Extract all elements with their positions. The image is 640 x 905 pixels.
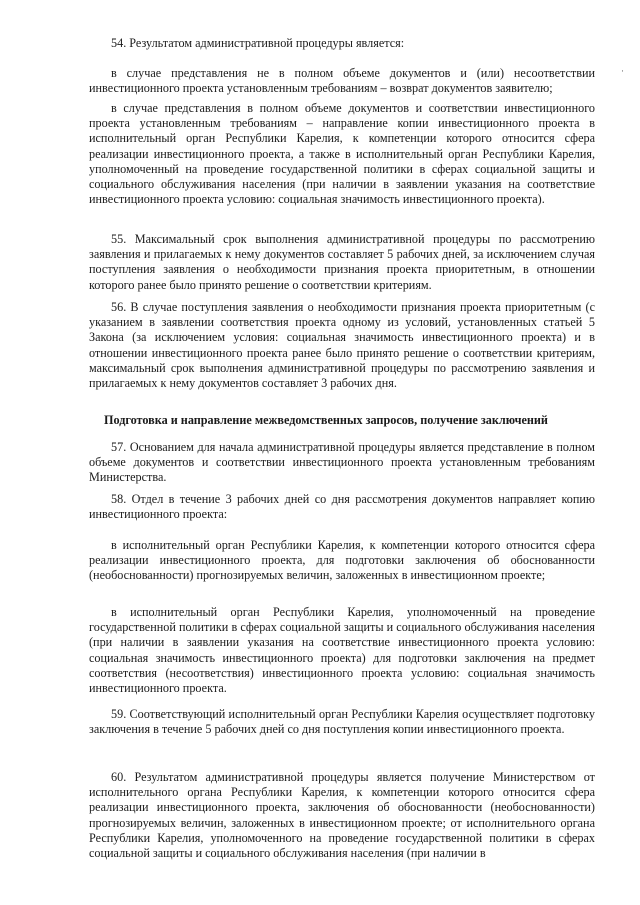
paragraph-57: 57. Основанием для начала административной процедуры является представление в полном объеме документов и соответствии инвестиционного проекта установленным требованиям Министерства. <box>89 440 595 485</box>
paragraph-54-case-incomplete: в случае представления не в полном объеме документов и (или) несоответствии инвестиционного проекта установленным требованиям – возврат документов заявителю; <box>89 66 595 96</box>
paragraph-56: 56. В случае поступления заявления о необходимости признания проекта приоритетным (с указанием в заявлении соответствия проекта одному из условий, установленных статьей 5 Закона (за исключением условия: социальная значимость инвестиционного проекта) и в отношении инвестиционного проекта ранее было принято решение о соответствии критериям, максимальный срок выполнения административной процедуры по рассмотрению заявления и прилагаемых к нему документов составляет 3 рабочих дня. <box>89 300 595 391</box>
paragraph-58: 58. Отдел в течение 3 рабочих дней со дня рассмотрения документов направляет копию инвестиционного проекта: <box>89 492 595 522</box>
paragraph-54: 54. Результатом административной процедуры является: <box>111 36 405 50</box>
paragraph-58-item-2: в исполнительный орган Республики Карелия, уполномоченный на проведение государственной политики в сферах социальной защиты и социального обслуживания населения (при наличии в заявлении указания на соответствие инвестиционного проекта условию: социальная значимость инвестиционного проекта) для подготовки заключения на предмет соответствия (несоответствия) инвестиционного проекта условию: социальная значимость инвестиционного проекта. <box>89 605 595 696</box>
paragraph-54-case-complete: в случае представления в полном объеме документов и соответствии инвестиционного проекта установленным требованиям – направление копии инвестиционного проекта в исполнительный орган Республики Карелия, к компетенции которого относится сфера реализации инвестиционного проекта, а также в исполнительный орган Республики Карелия, уполномоченный на проведение государственной политики в сферах социальной защиты и социального обслуживания населения (при наличии в заявлении указания на соответствие инвестиционного проекта условию: социальная значимость инвестиционного проекта). <box>89 101 595 207</box>
paragraph-58-item-1: в исполнительный орган Республики Карелия, к компетенции которого относится сфера реализации инвестиционного проекта, для подготовки заключения об обоснованности (необоснованности) прогнозируемых величин, заложенных в инвестиционном проекте; <box>89 538 595 583</box>
paragraph-59: 59. Соответствующий исполнительный орган Республики Карелия осуществляет подготовку заключения в течение 5 рабочих дней со дня поступления копии инвестиционного проекта. <box>89 707 595 737</box>
section-heading: Подготовка и направление межведомственных запросов, получение заключений <box>104 413 548 427</box>
paragraph-60: 60. Результатом административной процедуры является получение Министерством от исполнительного органа Республики Карелия, к компетенции которого относится сфера реализации инвестиционного проекта, заключения об обоснованности (необоснованности) прогнозируемых величин, заложенных в инвестиционном проекте; от исполнительного органа Республики Карелия, уполномоченного на проведение государственной политики в сферах социальной защиты и социального обслуживания населения (при наличии в <box>89 770 595 861</box>
paragraph-55: 55. Максимальный срок выполнения административной процедуры по рассмотрению заявления и прилагаемых к нему документов составляет 5 рабочих дней, за исключением случая поступления заявления о необходимости признания проекта приоритетным, в отношении которого ранее было принято решение о соответствии критериям. <box>89 232 595 292</box>
margin-mark: · <box>621 66 624 76</box>
